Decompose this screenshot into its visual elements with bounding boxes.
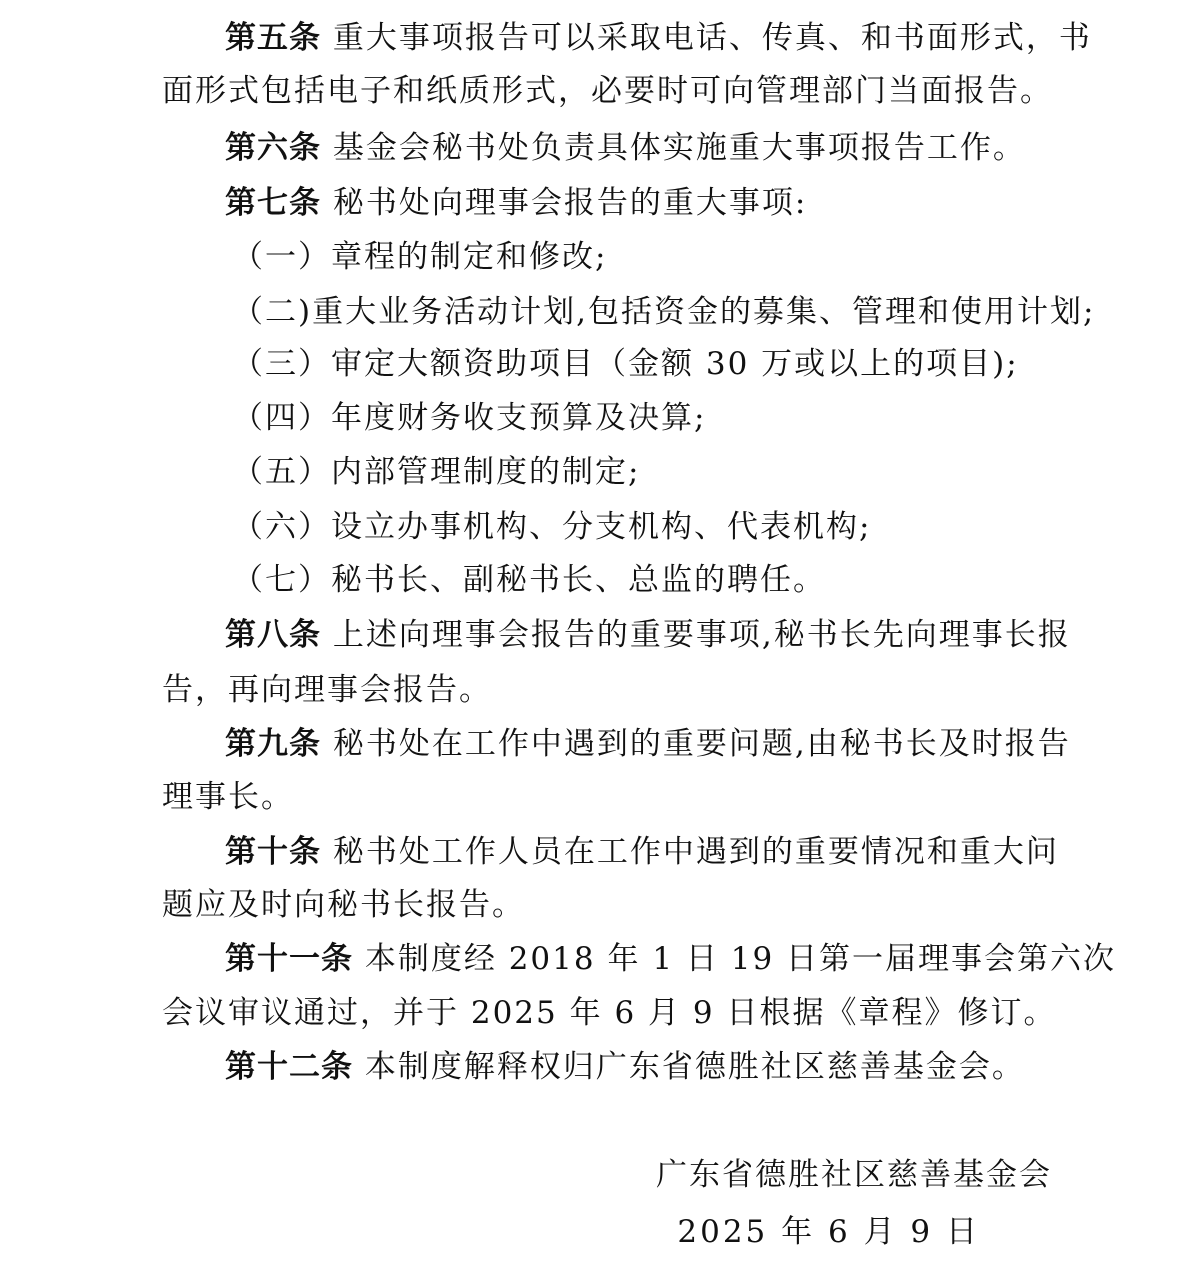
article-7: [225, 183, 1052, 223]
article-8-text-1: 上述向理事会报告的重要事项,秘书长先向理事长报: [332, 617, 1071, 653]
signature-organization: 广东省德胜社区慈善基金会: [656, 1157, 1052, 1193]
article-11-label: 第十一条: [225, 941, 353, 977]
article-7-item-7: （七）秘书长、副秘书长、总监的聘任。: [232, 562, 826, 598]
article-7-item-4: （四）年度财务收支预算及决算;: [232, 400, 707, 436]
article-8-label: 第八条: [225, 617, 321, 653]
article-7-item-5: （五）内部管理制度的制定;: [232, 454, 641, 490]
article-9-text-1: 秘书处在工作中遇到的重要问题,由秘书长及时报告: [332, 726, 1071, 762]
article-5-text-1: 重大事项报告可以采取电话、传真、和书面形式，书: [332, 20, 1092, 56]
article-12-label: 第十二条: [225, 1049, 353, 1085]
article-9-line-2: 理事长。: [162, 779, 294, 815]
article-7-item-3: （三）审定大额资助项目（金额 30 万或以上的项目);: [232, 346, 1019, 382]
article-9-label: 第九条: [225, 726, 321, 762]
article-8-line-1: [225, 615, 1071, 655]
article-11-line-1: [225, 939, 1117, 979]
article-7-item-1: （一）章程的制定和修改;: [232, 239, 608, 275]
article-11-text-1: 本制度经 2018 年 1 日 19 日第一届理事会第六次: [364, 941, 1117, 977]
article-7-item-6: （六）设立办事机构、分支机构、代表机构;: [232, 509, 872, 545]
article-5-line-2: 面形式包括电子和纸质形式，必要时可向管理部门当面报告。: [162, 73, 1053, 109]
article-12: [225, 1047, 1052, 1087]
article-5-line-1: [225, 18, 1092, 58]
article-5-label: 第五条: [225, 20, 321, 56]
article-9-line-1: [225, 724, 1071, 764]
article-10-line-2: 题应及时向秘书长报告。: [162, 887, 525, 923]
signature-date: 2025 年 6 月 9 日: [677, 1214, 980, 1250]
article-8-line-2: 告，再向理事会报告。: [162, 672, 492, 708]
article-12-text: 本制度解释权归广东省德胜社区慈善基金会。: [364, 1049, 1025, 1085]
article-11-line-2: 会议审议通过，并于 2025 年 6 月 9 日根据《章程》修订。: [162, 995, 1057, 1031]
article-10-line-1: [225, 832, 1059, 872]
article-10-text-1: 秘书处工作人员在工作中遇到的重要情况和重大问: [332, 834, 1059, 870]
article-7-item-2: （二)重大业务活动计划,包括资金的募集、管理和使用计划;: [232, 294, 1096, 330]
article-6: [225, 128, 1052, 168]
article-6-text: 基金会秘书处负责具体实施重大事项报告工作。: [332, 130, 1026, 166]
article-10-label: 第十条: [225, 834, 321, 870]
article-7-text: 秘书处向理事会报告的重大事项:: [332, 185, 808, 221]
article-6-label: 第六条: [225, 130, 321, 166]
article-7-label: 第七条: [225, 185, 321, 221]
